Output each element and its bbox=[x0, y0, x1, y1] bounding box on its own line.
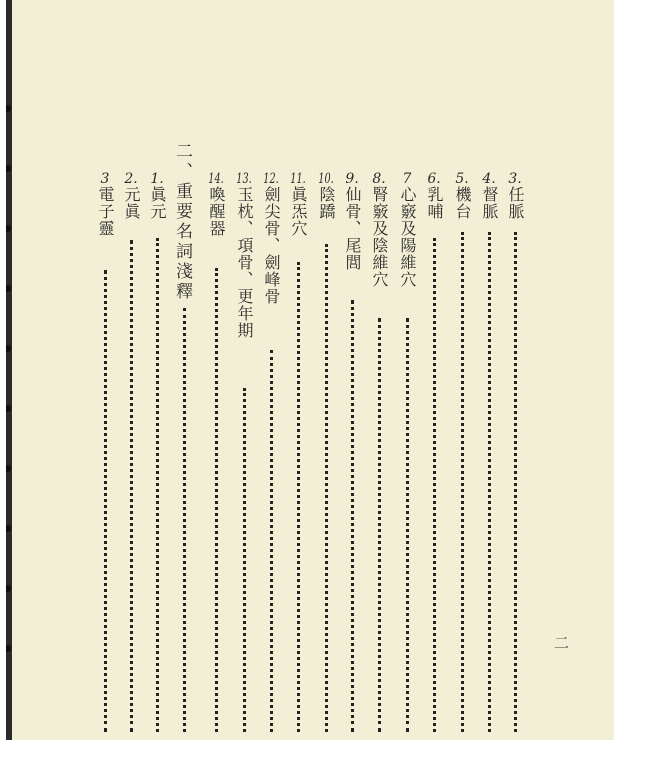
entry-label: 陰蹻 bbox=[317, 186, 336, 220]
entry-label: 乳哺 bbox=[425, 186, 444, 220]
entry-label: 心竅及陽維穴 bbox=[398, 186, 417, 288]
leader-dots bbox=[270, 350, 275, 732]
entry-number: 5. bbox=[455, 172, 469, 186]
toc-entry bbox=[120, 172, 142, 220]
binding-hole bbox=[6, 465, 11, 472]
entry-label: 機台 bbox=[453, 186, 472, 220]
leader-dots bbox=[104, 270, 109, 732]
page-number: 二 bbox=[554, 634, 570, 652]
entry-number: 3 bbox=[100, 172, 110, 186]
binding-hole bbox=[6, 285, 11, 292]
leader-dots bbox=[433, 238, 438, 732]
leader-dots bbox=[461, 232, 466, 732]
leader-dots bbox=[156, 238, 161, 732]
leader-dots bbox=[351, 300, 356, 732]
toc-entry bbox=[94, 172, 116, 237]
toc-entry bbox=[341, 172, 363, 271]
toc-entry bbox=[478, 172, 500, 220]
leader-dots bbox=[183, 308, 188, 732]
leader-dots bbox=[325, 244, 330, 732]
entry-number: 9. bbox=[345, 172, 359, 186]
entry-label: 劍尖骨、劍峰骨 bbox=[262, 186, 281, 305]
entry-number: 7 bbox=[402, 172, 412, 186]
entry-number: 12. bbox=[263, 172, 279, 186]
section-heading: 二、重要名詞淺釋 bbox=[172, 142, 192, 302]
entry-number: 8. bbox=[372, 172, 386, 186]
toc-entry bbox=[233, 172, 255, 339]
toc-entry bbox=[315, 172, 337, 220]
entry-number: 13. bbox=[236, 172, 252, 186]
leader-dots bbox=[130, 240, 135, 732]
binding-hole bbox=[6, 105, 11, 112]
entry-label: 眞炁穴 bbox=[289, 186, 308, 237]
binding-hole bbox=[6, 345, 11, 352]
entry-number: 4. bbox=[482, 172, 496, 186]
binding-hole bbox=[6, 405, 11, 412]
toc-entry bbox=[396, 172, 418, 288]
entry-number: 14. bbox=[208, 172, 224, 186]
entry-label: 玉枕、項骨、更年期 bbox=[235, 186, 254, 339]
entry-label: 眞元 bbox=[148, 186, 167, 220]
entry-number: 11. bbox=[290, 172, 306, 186]
entry-number: 2. bbox=[124, 172, 138, 186]
leader-dots bbox=[378, 318, 383, 732]
entry-label: 元眞 bbox=[122, 186, 141, 220]
entry-label: 仙骨、尾閭 bbox=[343, 186, 362, 271]
entry-label: 任脈 bbox=[506, 186, 525, 220]
toc-entry bbox=[205, 172, 227, 237]
entry-label: 督脈 bbox=[480, 186, 499, 220]
binding-hole bbox=[6, 585, 11, 592]
leader-dots bbox=[514, 232, 519, 732]
leader-dots bbox=[297, 262, 302, 732]
entry-number: 10. bbox=[318, 172, 334, 186]
toc-entry bbox=[451, 172, 473, 220]
toc-entry bbox=[146, 172, 168, 220]
document-page bbox=[6, 0, 614, 740]
leader-dots bbox=[215, 268, 220, 732]
entry-number: 1. bbox=[150, 172, 164, 186]
leader-dots bbox=[243, 388, 248, 732]
toc-entry bbox=[368, 172, 390, 288]
toc-entry bbox=[287, 172, 309, 237]
entry-label: 腎竅及陰維穴 bbox=[370, 186, 389, 288]
toc-entry bbox=[260, 172, 282, 305]
binding-hole bbox=[6, 165, 11, 172]
entry-label: 電子靈 bbox=[96, 186, 115, 237]
leader-dots bbox=[406, 318, 411, 732]
toc-entry bbox=[504, 172, 526, 220]
toc-entry bbox=[423, 172, 445, 220]
entry-number: 3. bbox=[508, 172, 522, 186]
binding-hole bbox=[6, 645, 11, 652]
entry-number: 6. bbox=[427, 172, 441, 186]
binding-hole bbox=[6, 525, 11, 532]
leader-dots bbox=[488, 232, 493, 732]
entry-label: 喚醒器 bbox=[207, 186, 226, 237]
binding-hole bbox=[6, 225, 11, 232]
